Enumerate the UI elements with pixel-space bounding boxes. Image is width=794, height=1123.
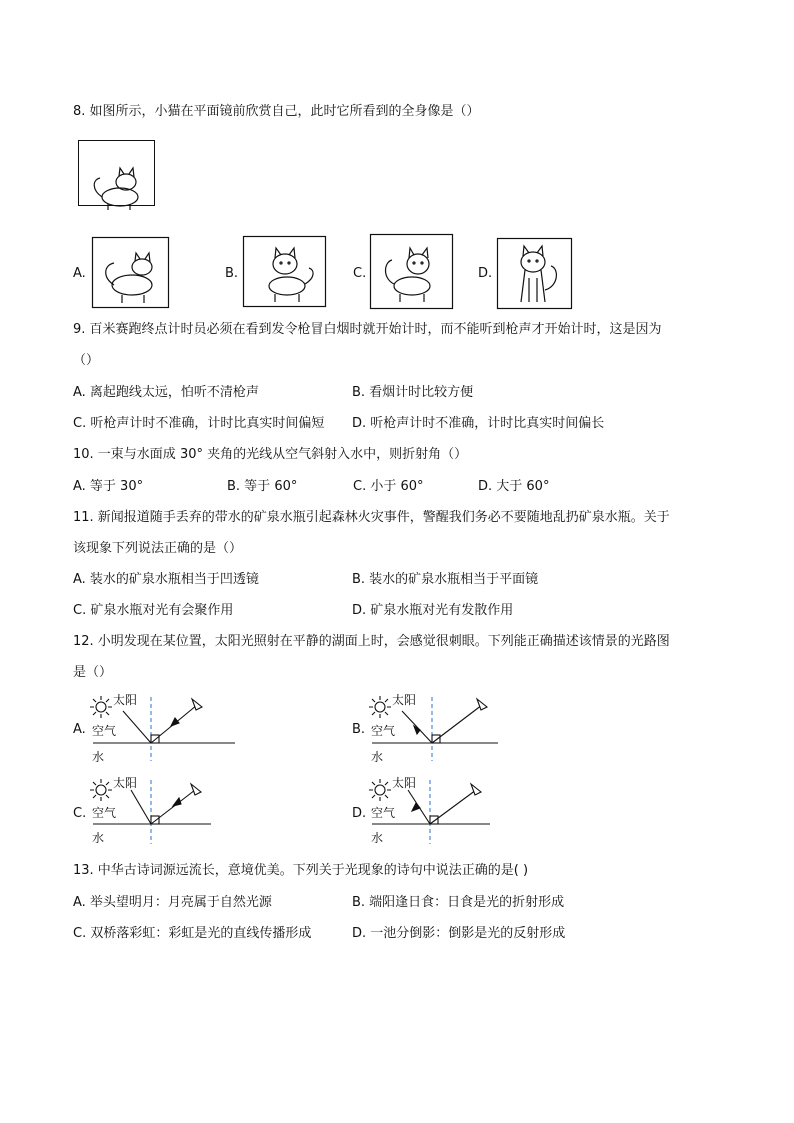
q11-option-a[interactable]: A. 装水的矿泉水瓶相当于凹透镜 <box>73 572 259 587</box>
q13-stem: 13. 中华古诗词源远流长，意境优美。下列关于光现象的诗句中说法正确的是( ) <box>73 863 529 878</box>
q9-option-b[interactable]: B. 看烟计时比较方便 <box>352 385 474 400</box>
q13-option-c[interactable]: C. 双桥落彩虹：彩虹是光的直线传播形成 <box>73 926 312 941</box>
q12-b-water-label: 水 <box>371 750 384 764</box>
q12-a-air-label: 空气 <box>92 724 117 738</box>
q8-option-b-label[interactable]: B. <box>225 266 239 281</box>
q12-c-air-label: 空气 <box>92 806 117 820</box>
q10-option-b[interactable]: B. 等于 60° <box>227 479 298 494</box>
q12-a-sun-label: 太阳 <box>113 693 138 707</box>
q9-option-d[interactable]: D. 听枪声计时不准确，计时比真实时间偏长 <box>352 416 605 431</box>
q8-option-d-figure[interactable] <box>497 238 575 310</box>
q8-option-c-label[interactable]: C. <box>353 266 367 281</box>
q8-scene-figure <box>78 140 158 210</box>
q8-option-a-label[interactable]: A. <box>73 266 86 281</box>
q12-stem: 12. 小明发现在某位置，太阳光照射在平静的湖面上时，会感觉很刺眼。下列能正确描述该情景的光路图 <box>73 634 670 649</box>
q11-stem: 11. 新闻报道随手丢弃的带水的矿泉水瓶引起森林火灾事件，警醒我们务必不要随地乱扔矿泉水瓶。关于 <box>73 510 670 525</box>
q8-option-b-figure[interactable] <box>243 236 327 308</box>
q12-stem-cont: 是（） <box>73 665 113 680</box>
q12-option-a-label[interactable]: A. <box>73 722 86 737</box>
q12-option-b-label[interactable]: B. <box>352 722 366 737</box>
q8-option-c-figure[interactable] <box>370 234 454 310</box>
q11-option-c[interactable]: C. 矿泉水瓶对光有会聚作用 <box>73 603 234 618</box>
q9-option-a[interactable]: A. 离起跑线太远，怕听不清枪声 <box>73 385 259 400</box>
q12-c-sun-label: 太阳 <box>113 776 138 790</box>
q13-option-a[interactable]: A. 举头望明月：月亮属于自然光源 <box>73 895 272 910</box>
q8-option-d-label[interactable]: D. <box>478 266 493 281</box>
q9-stem-cont: （） <box>73 353 100 368</box>
q12-d-water-label: 水 <box>371 831 384 845</box>
q12-d-sun-label: 太阳 <box>392 776 417 790</box>
q11-option-d[interactable]: D. 矿泉水瓶对光有发散作用 <box>352 603 514 618</box>
q12-option-c-label[interactable]: C. <box>73 806 87 821</box>
q10-stem: 10. 一束与水面成 30° 夹角的光线从空气斜射入水中，则折射角（） <box>73 447 468 462</box>
q10-option-a[interactable]: A. 等于 30° <box>73 479 144 494</box>
q9-stem: 9. 百米赛跑终点计时员必须在看到发令枪冒白烟时就开始计时，而不能听到枪声才开始计时，这是因为 <box>73 322 662 337</box>
q8-option-a-figure[interactable] <box>92 237 172 309</box>
q12-c-water-label: 水 <box>92 831 105 845</box>
q12-b-sun-label: 太阳 <box>392 693 417 707</box>
q12-b-air-label: 空气 <box>371 724 396 738</box>
q12-option-d-label[interactable]: D. <box>352 806 367 821</box>
q10-option-d[interactable]: D. 大于 60° <box>478 479 550 494</box>
q11-stem-cont: 该现象下列说法正确的是（） <box>73 541 243 556</box>
q12-a-water-label: 水 <box>92 750 105 764</box>
q10-option-c[interactable]: C. 小于 60° <box>353 479 424 494</box>
q8-stem: 8. 如图所示，小猫在平面镜前欣赏自己，此时它所看到的全身像是（） <box>73 104 480 119</box>
q11-option-b[interactable]: B. 装水的矿泉水瓶相当于平面镜 <box>352 572 539 587</box>
q12-d-air-label: 空气 <box>371 806 396 820</box>
q9-option-c[interactable]: C. 听枪声计时不准确，计时比真实时间偏短 <box>73 416 325 431</box>
q13-option-b[interactable]: B. 端阳逢日食：日食是光的折射形成 <box>352 895 565 910</box>
q13-option-d[interactable]: D. 一池分倒影：倒影是光的反射形成 <box>352 926 566 941</box>
